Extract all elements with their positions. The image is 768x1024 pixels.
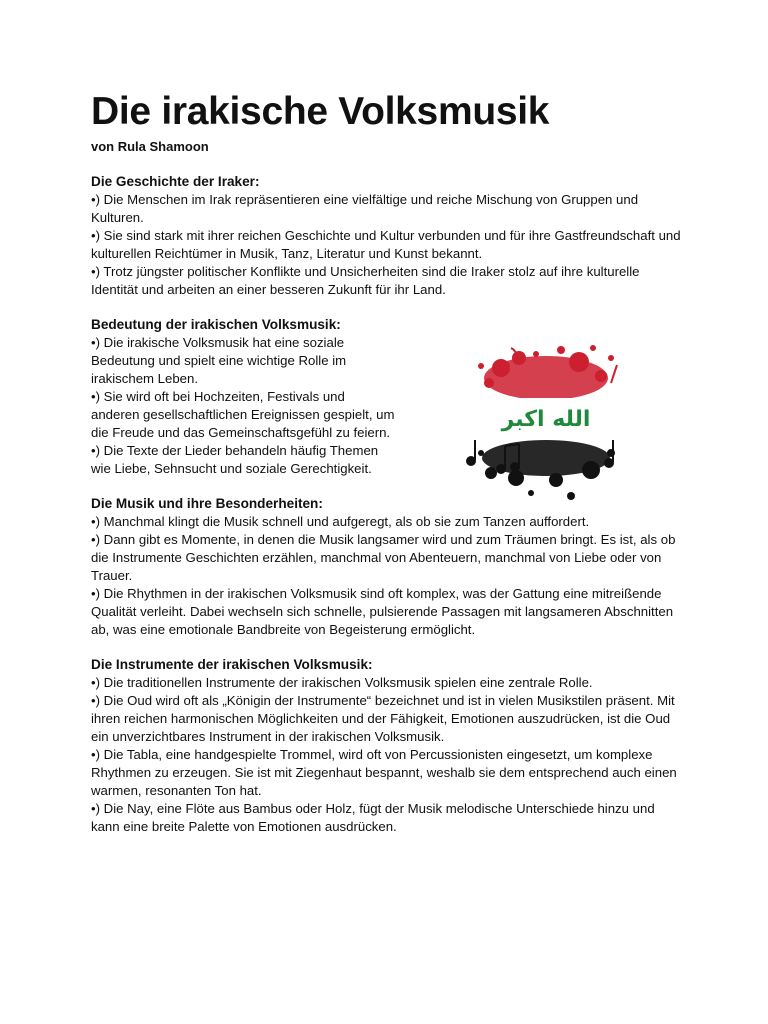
bullet-paragraph: •) Die Texte der Lieder behandeln häufig Themen wie Liebe, Sehnsucht und soziale Gerechtigkeit. <box>91 443 379 476</box>
bullet-paragraph: •) Sie wird oft bei Hochzeiten, Festivals und anderen gesellschaftlichen Ereignissen gespielt, um die Freude und das Gemeinschaftsgefühl zu feiern. <box>91 389 395 440</box>
bullet-paragraph: •) Die Oud wird oft als „Königin der Instrumente“ bezeichnet und ist in vielen Musikstilen präsent. Mit ihren reichen harmonischen Möglichkeiten und der Fähigkeit, Emotionen auszudrücken, ist die Oud ein unverzichtbares Instrument in der irakischen Volksmusik. <box>91 693 675 744</box>
section-heading: Die Instrumente der irakischen Volksmusik: <box>91 657 373 672</box>
section-musik <box>91 495 681 639</box>
author-line: von Rula Shamoon <box>91 139 209 154</box>
section-geschichte <box>91 173 681 299</box>
bullet-paragraph: •) Die traditionellen Instrumente der irakischen Volksmusik spielen eine zentrale Rolle. <box>91 675 593 690</box>
bullet-paragraph: •) Dann gibt es Momente, in denen die Musik langsamer wird und zum Träumen bringt. Es ist, als ob die Instrumente Geschichten erzählen, manchmal von Abenteuern, manchmal von Liebe oder von Trauer. <box>91 532 676 583</box>
bullet-paragraph: •) Die Nay, eine Flöte aus Bambus oder Holz, fügt der Musik melodische Unterschiede hinzu und kann eine breite Palette von Emotionen ausdrücken. <box>91 801 655 834</box>
bullet-paragraph: •) Die Menschen im Irak repräsentieren eine vielfältige und reiche Mischung von Gruppen und Kulturen. <box>91 192 639 225</box>
section-heading: Die Musik und ihre Besonderheiten: <box>91 496 323 511</box>
iraq-flag-music-image <box>461 328 631 508</box>
section-heading: Bedeutung der irakischen Volksmusik: <box>91 317 341 332</box>
bullet-paragraph: •) Die irakische Volksmusik hat eine soziale Bedeutung und spielt eine wichtige Rolle im irakischem Leben. <box>91 335 347 386</box>
flag-script-text: الله اكبر <box>501 407 591 432</box>
bullet-paragraph: •) Trotz jüngster politischer Konflikte und Unsicherheiten sind die Iraker stolz auf ihre kulturelle Identität und arbeiten an einer besseren Zukunft für ihr Land. <box>91 264 640 297</box>
section-bedeutung <box>91 316 681 478</box>
bullet-paragraph: •) Die Rhythmen in der irakischen Volksmusik sind oft komplex, was der Gattung eine mitreißende Qualität verleiht. Dabei wechseln sich schnelle, pulsierende Passagen mit langsameren Abschnitten ab, was eine emotionale Bandbreite von Begeisterung ermöglicht. <box>91 586 674 637</box>
document-title: Die irakische Volksmusik <box>91 90 550 133</box>
bullet-paragraph: •) Die Tabla, eine handgespielte Trommel, wird oft von Percussionisten eingesetzt, um komplexe Rhythmen zu erzeugen. Sie ist mit Ziegenhaut bespannt, weshalb sie dem entsprechend auch einen warmen, resonanten Ton hat. <box>91 747 677 798</box>
red-splash <box>478 345 614 400</box>
section-text-column <box>91 316 396 478</box>
section-heading: Die Geschichte der Iraker: <box>91 174 260 189</box>
bullet-paragraph: •) Manchmal klingt die Musik schnell und aufgeregt, als ob sie zum Tanzen auffordert. <box>91 514 590 529</box>
bullet-paragraph: •) Sie sind stark mit ihrer reichen Geschichte und Kultur verbunden und für ihre Gastfreundschaft und kulturellen Reichtümer in Musik, Tanz, Literatur und Kunst bekannt. <box>91 228 681 261</box>
section-instrumente <box>91 656 681 836</box>
document-page <box>91 88 681 836</box>
